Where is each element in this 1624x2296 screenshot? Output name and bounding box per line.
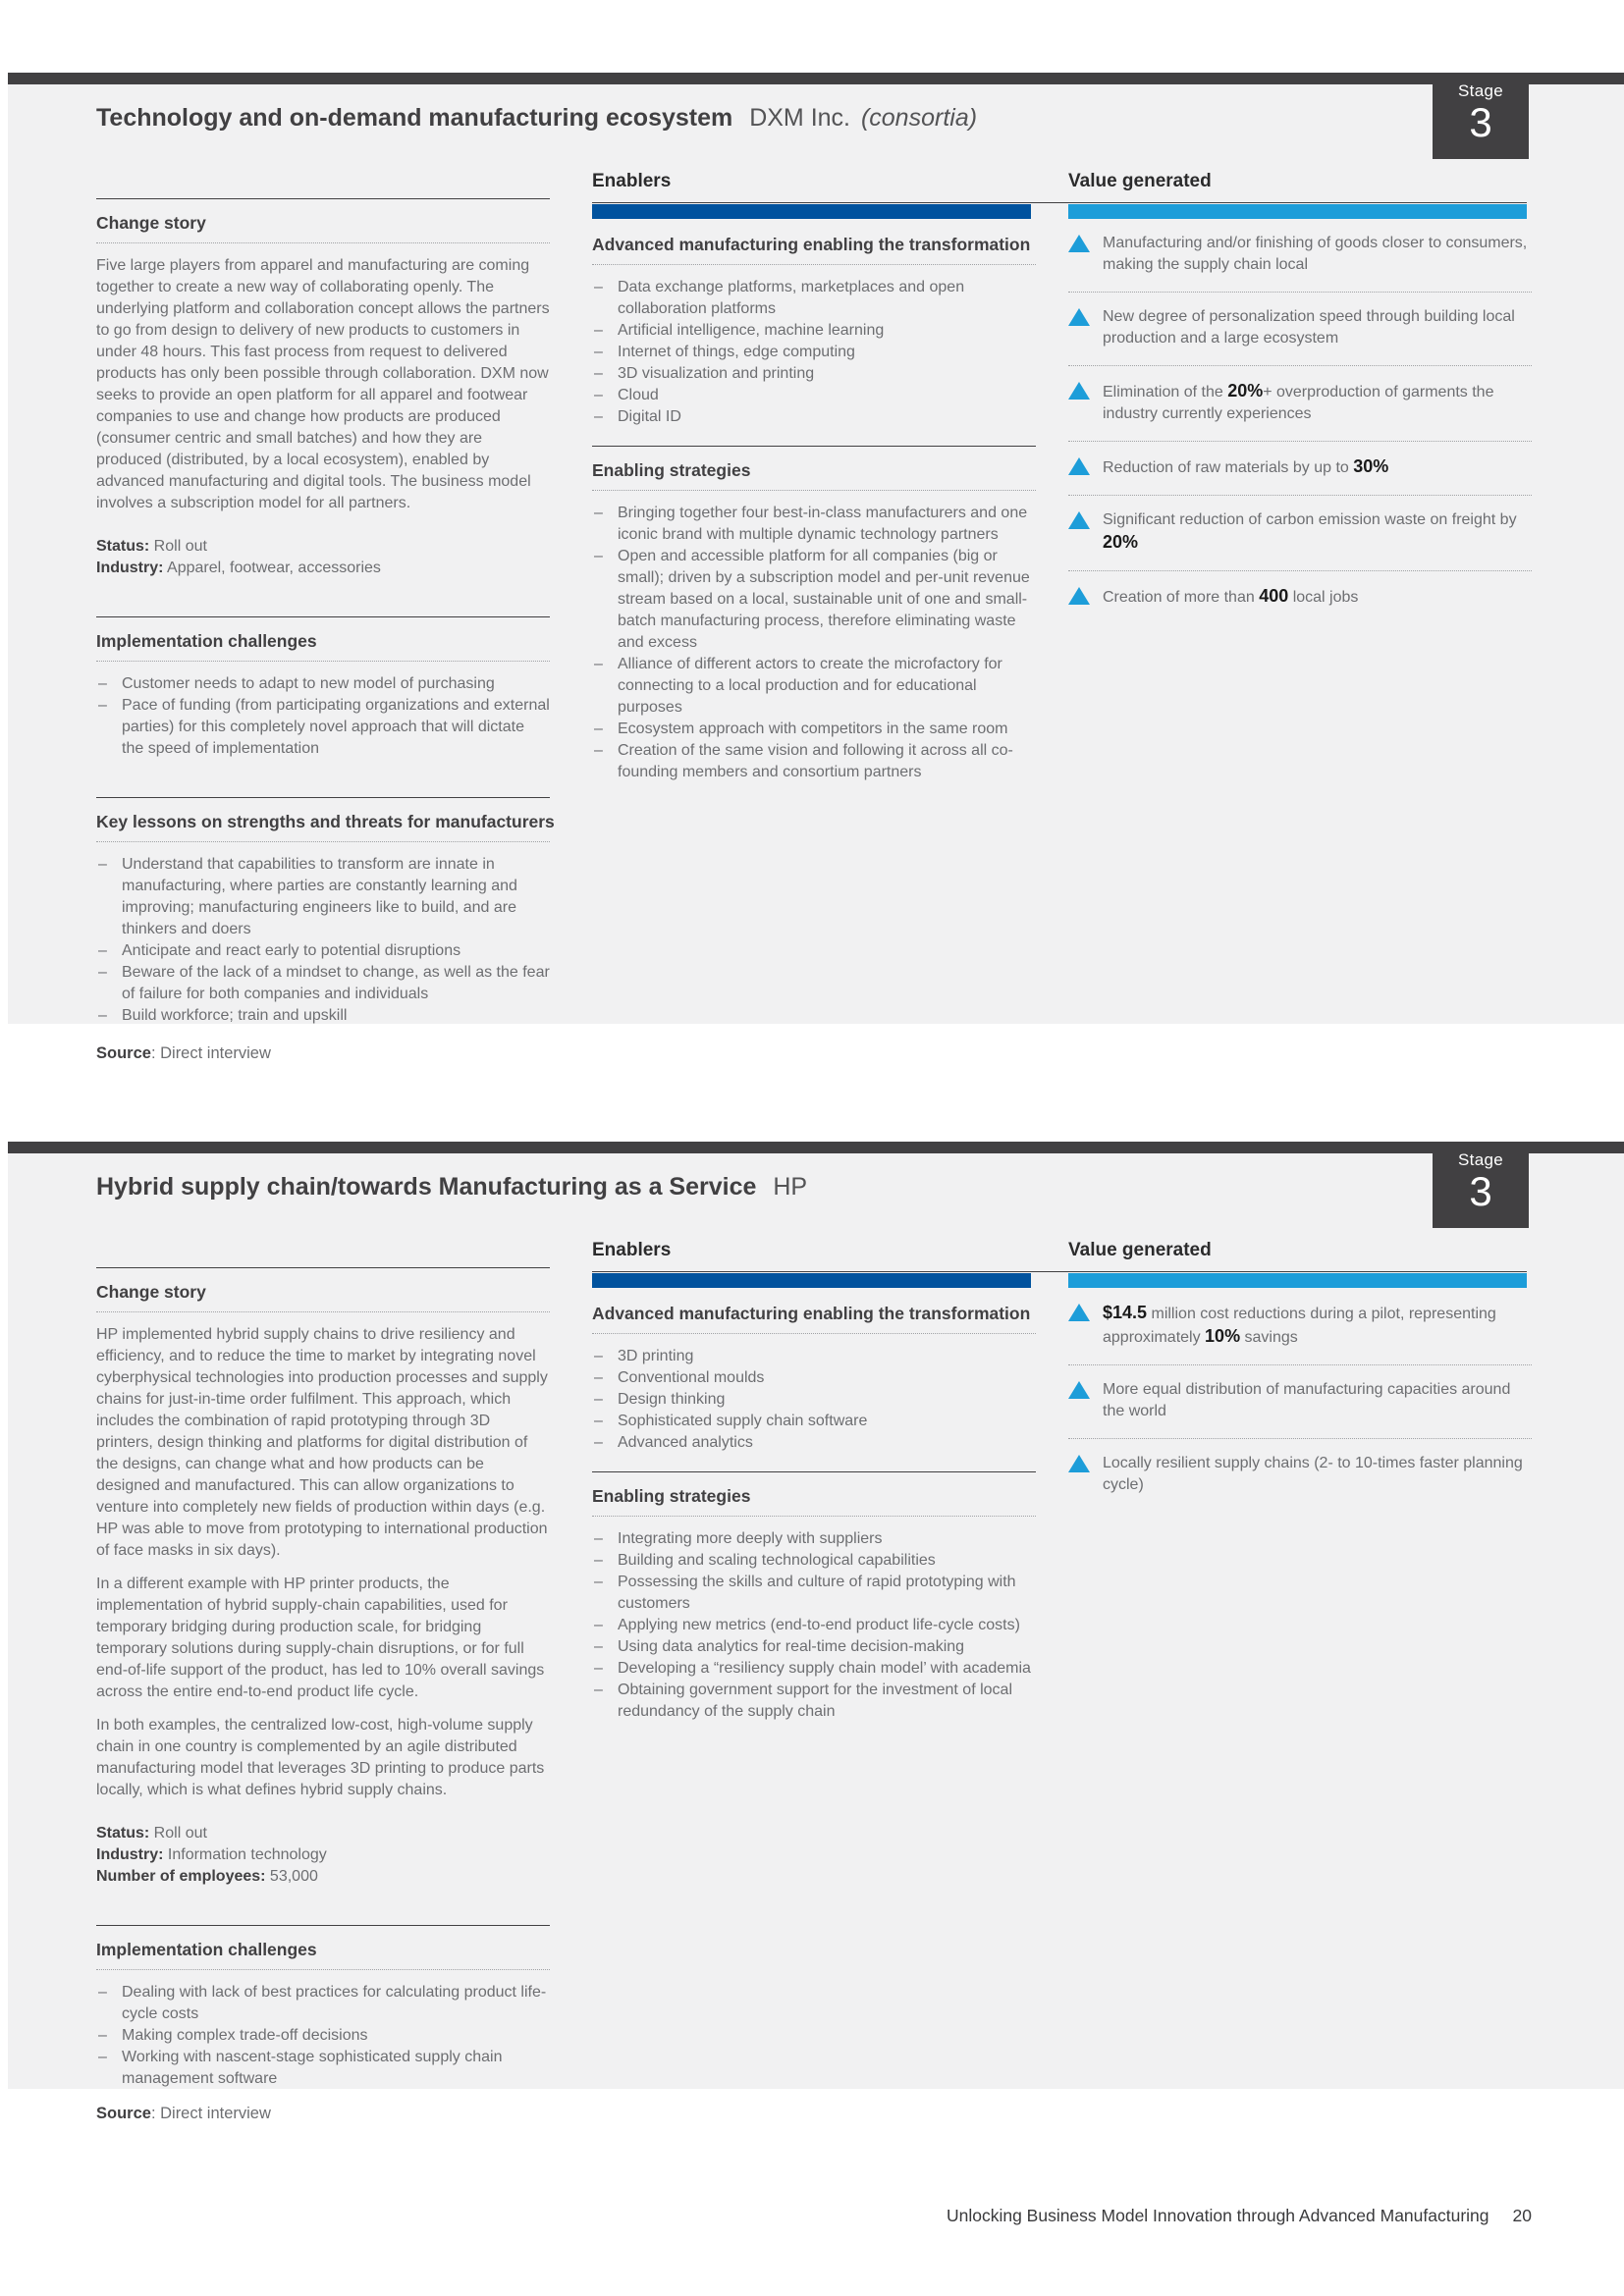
list-item: – 3D printing xyxy=(592,1346,1036,1367)
meta-row xyxy=(96,536,550,558)
advanced-manufacturing-list xyxy=(592,277,1036,428)
card-top-bar xyxy=(8,1142,1624,1153)
value-bullet xyxy=(1068,219,1532,293)
card-top-bar xyxy=(8,73,1624,84)
list-item: – Integrating more deeply with suppliers xyxy=(592,1528,1036,1550)
value-bullet xyxy=(1068,442,1532,496)
implementation-challenges-list xyxy=(96,673,550,760)
enabling-strategies-list xyxy=(592,1528,1036,1723)
page-footer xyxy=(947,2206,1532,2226)
meta-label: Status: xyxy=(96,1824,150,1842)
advanced-manufacturing-title: Advanced manufacturing enabling the transformation xyxy=(592,219,1036,265)
card-title xyxy=(96,104,977,133)
enablers-accent-bar xyxy=(592,1273,1031,1288)
list-item: – Artificial intelligence, machine learning xyxy=(592,320,1036,342)
list-item: – Anticipate and react early to potential disruptions xyxy=(96,940,550,962)
change-story-column xyxy=(96,1267,550,2090)
implementation-challenges-list xyxy=(96,1982,550,2090)
meta-label: Status: xyxy=(96,537,150,555)
value-bullet xyxy=(1068,293,1532,366)
meta-value: Information technology xyxy=(163,1845,327,1863)
meta-label: Industry: xyxy=(96,1845,164,1863)
footer-title: Unlocking Business Model Innovation through Advanced Manufacturing xyxy=(946,2206,1489,2225)
list-item: – Dealing with lack of best practices for calculating product life-cycle costs xyxy=(96,1982,550,2025)
list-item: – Digital ID xyxy=(592,406,1036,428)
change-story-title: Change story xyxy=(96,1267,550,1312)
value-bullet-text: Reduction of raw materials by up to 30% xyxy=(1103,456,1389,476)
change-story-title: Change story xyxy=(96,198,550,243)
source-label: Source xyxy=(96,1044,151,1062)
meta-block xyxy=(96,536,550,579)
advanced-manufacturing-list xyxy=(592,1346,1036,1454)
enabling-strategies-title: Enabling strategies xyxy=(592,446,1036,491)
meta-row xyxy=(96,1866,550,1888)
list-item: – Build workforce; train and upskill xyxy=(96,1005,550,1027)
value-generated-column xyxy=(1068,219,1532,624)
list-item: – Obtaining government support for the investment of local redundancy of the supply chain xyxy=(592,1680,1036,1723)
list-item: – Applying new metrics (end-to-end product life-cycle costs) xyxy=(592,1615,1036,1636)
change-story-paragraphs xyxy=(96,1324,550,1801)
meta-row xyxy=(96,1844,550,1866)
list-item: – Conventional moulds xyxy=(592,1367,1036,1389)
value-column-header: Value generated xyxy=(1068,1240,1212,1260)
paragraph: HP implemented hybrid supply chains to drive resiliency and efficiency, and to reduce the time to market by integrating novel cyberphysical technologies into production processes and supply chains for just-in-time order fulfilment. This approach, which includes the combination of rapid prototyping through 3D printers, design thinking and platforms for digital distribution of the designs, can change what and how products can be designed and manufactured. This can allow organizations to venture into completely new fields of production within days (e.g. HP was able to move from prototyping to international production of face masks in six days). xyxy=(96,1325,548,1559)
card-title-main: Technology and on-demand manufacturing ecosystem xyxy=(96,104,733,132)
value-bullet-text: Significant reduction of carbon emission waste on freight by 20% xyxy=(1103,511,1517,552)
meta-block xyxy=(96,1823,550,1888)
enabling-strategies-list xyxy=(592,503,1036,783)
enablers-column-header: Enablers xyxy=(592,171,672,191)
triangle-up-icon xyxy=(1068,235,1090,252)
list-item: – Design thinking xyxy=(592,1389,1036,1411)
list-item: – Customer needs to adapt to new model of purchasing xyxy=(96,673,550,695)
case-study-card-hp xyxy=(8,1142,1624,2090)
triangle-up-icon xyxy=(1068,1455,1090,1472)
value-bullet-text: Creation of more than 400 local jobs xyxy=(1103,586,1359,606)
value-bullet-text: Manufacturing and/or finishing of goods closer to consumers, making the supply chain local xyxy=(1103,235,1528,273)
value-bullet xyxy=(1068,1439,1532,1512)
list-item: – Cloud xyxy=(592,385,1036,406)
meta-row xyxy=(96,558,550,579)
enablers-accent-bar xyxy=(592,204,1031,219)
value-bullet xyxy=(1068,496,1532,571)
list-item: – Possessing the skills and culture of rapid prototyping with customers xyxy=(592,1572,1036,1615)
value-bullet xyxy=(1068,571,1532,624)
list-item: – Ecosystem approach with competitors in the same room xyxy=(592,719,1036,740)
triangle-up-icon xyxy=(1068,382,1090,400)
value-bullet-text: More equal distribution of manufacturing capacities around the world xyxy=(1103,1381,1511,1419)
value-accent-bar xyxy=(1068,1273,1527,1288)
meta-label: Industry: xyxy=(96,559,164,576)
page-number: 20 xyxy=(1512,2206,1532,2225)
meta-value: Roll out xyxy=(149,1824,207,1842)
meta-row xyxy=(96,1823,550,1844)
triangle-up-icon xyxy=(1068,1304,1090,1321)
list-item: – Working with nascent-stage sophisticated supply chain management software xyxy=(96,2047,550,2090)
value-column-header: Value generated xyxy=(1068,171,1212,191)
card-title-note: (consortia) xyxy=(860,104,978,132)
list-item: – Alliance of different actors to create the microfactory for connecting to a local production and for educational purposes xyxy=(592,654,1036,719)
source-line xyxy=(96,1044,271,1063)
triangle-up-icon xyxy=(1068,587,1090,605)
paragraph: Five large players from apparel and manufacturing are coming together to create a new way of collaborating openly. The underlying platform and collaboration concept allows the partners to go from design to delivery of new products to customers in under 48 hours. This fast process from request to delivered products has only been possible through collaboration. DXM now seeks to provide an open platform for all apparel and footwear companies to use and change how products are produced (consumer centric and small batches) and how they are produced (distributed, by a local ecosystem), enabled by advanced manufacturing and digital tools. The business model involves a subscription model for all partners. xyxy=(96,256,550,511)
meta-label: Number of employees: xyxy=(96,1867,266,1885)
card-title-company: DXM Inc. xyxy=(749,104,850,132)
stage-badge xyxy=(1433,1142,1529,1228)
list-item: – Advanced analytics xyxy=(592,1432,1036,1454)
list-item: – Open and accessible platform for all companies (big or small); driven by a subscription model and per-unit revenue stream based on a local, sustainable unit of one and small-batch manufacturing process, therefore eliminating waste and excess xyxy=(592,546,1036,654)
header-rule xyxy=(592,202,1527,203)
implementation-challenges-title: Implementation challenges xyxy=(96,616,550,662)
list-item: – Understand that capabilities to transform are innate in manufacturing, where parties are constantly learning and improving; manufacturing engineers like to build, and are thinkers and doers xyxy=(96,854,550,940)
enabling-strategies-title: Enabling strategies xyxy=(592,1471,1036,1517)
meta-value: 53,000 xyxy=(265,1867,318,1885)
stage-label: Stage xyxy=(1458,1150,1503,1169)
list-item: – Building and scaling technological capabilities xyxy=(592,1550,1036,1572)
value-bullet xyxy=(1068,1365,1532,1439)
implementation-challenges-title: Implementation challenges xyxy=(96,1925,550,1970)
list-item: – Sophisticated supply chain software xyxy=(592,1411,1036,1432)
meta-value: Roll out xyxy=(149,537,207,555)
value-bullet-text: Elimination of the 20%+ overproduction of garments the industry currently experiences xyxy=(1103,381,1494,422)
card-title xyxy=(96,1173,811,1201)
advanced-manufacturing-title: Advanced manufacturing enabling the transformation xyxy=(592,1288,1036,1334)
value-accent-bar xyxy=(1068,204,1527,219)
value-bullet xyxy=(1068,1288,1532,1365)
list-item: – 3D visualization and printing xyxy=(592,363,1036,385)
list-item: – Pace of funding (from participating organizations and external parties) for this completely novel approach that will dictate the speed of implementation xyxy=(96,695,550,760)
enablers-column-header: Enablers xyxy=(592,1240,672,1260)
key-lessons-list xyxy=(96,854,550,1027)
triangle-up-icon xyxy=(1068,1381,1090,1399)
list-item: – Internet of things, edge computing xyxy=(592,342,1036,363)
list-item: – Beware of the lack of a mindset to change, as well as the fear of failure for both companies and individuals xyxy=(96,962,550,1005)
enablers-column xyxy=(592,1288,1036,1723)
key-lessons-title: Key lessons on strengths and threats for manufacturers xyxy=(96,797,550,842)
meta-value: Apparel, footwear, accessories xyxy=(163,559,381,576)
list-item: – Data exchange platforms, marketplaces and open collaboration platforms xyxy=(592,277,1036,320)
card-title-company: HP xyxy=(773,1173,808,1201)
case-study-card-dxm xyxy=(8,73,1624,1024)
paragraph: In both examples, the centralized low-cost, high-volume supply chain in one country is complemented by an agile distributed manufacturing model that leverages 3D printing to produce parts locally, which is what defines hybrid supply chains. xyxy=(96,1716,545,1798)
source-line xyxy=(96,2105,271,2123)
list-item: – Developing a “resiliency supply chain model’ with academia xyxy=(592,1658,1036,1680)
source-label: Source xyxy=(96,2105,151,2122)
stage-number: 3 xyxy=(1469,1168,1492,1214)
change-story-column xyxy=(96,198,555,1027)
list-item: – Creation of the same vision and following it across all co-founding members and consortium partners xyxy=(592,740,1036,783)
value-bullet-text: New degree of personalization speed through building local production and a large ecosystem xyxy=(1103,308,1515,347)
header-rule xyxy=(592,1271,1527,1272)
enablers-column xyxy=(592,219,1036,783)
change-story-paragraphs xyxy=(96,255,550,514)
paragraph: In a different example with HP printer products, the implementation of hybrid supply-chain capabilities, used for temporary bridging during production scale, for bridging temporary solutions during supply-chain disruptions, or for full end-of-life support of the product, has led to 10% overall savings across the entire end-to-end product life cycle. xyxy=(96,1575,545,1700)
card-title-main: Hybrid supply chain/towards Manufacturing as a Service xyxy=(96,1173,757,1201)
stage-badge xyxy=(1433,73,1529,159)
list-item: – Using data analytics for real-time decision-making xyxy=(592,1636,1036,1658)
stage-label: Stage xyxy=(1458,81,1503,100)
list-item: – Making complex trade-off decisions xyxy=(96,2025,550,2047)
triangle-up-icon xyxy=(1068,457,1090,475)
triangle-up-icon xyxy=(1068,308,1090,326)
triangle-up-icon xyxy=(1068,511,1090,529)
source-value: : Direct interview xyxy=(150,1044,271,1062)
value-bullet-text: $14.5 million cost reductions during a pilot, representing approximately 10% savings xyxy=(1103,1303,1496,1346)
value-bullet-text: Locally resilient supply chains (2- to 10-times faster planning cycle) xyxy=(1103,1455,1523,1493)
stage-number: 3 xyxy=(1469,99,1492,145)
list-item: – Bringing together four best-in-class manufacturers and one iconic brand with multiple dynamic technology partners xyxy=(592,503,1036,546)
source-value: : Direct interview xyxy=(150,2105,271,2122)
value-generated-column xyxy=(1068,1288,1532,1512)
value-bullet xyxy=(1068,366,1532,442)
